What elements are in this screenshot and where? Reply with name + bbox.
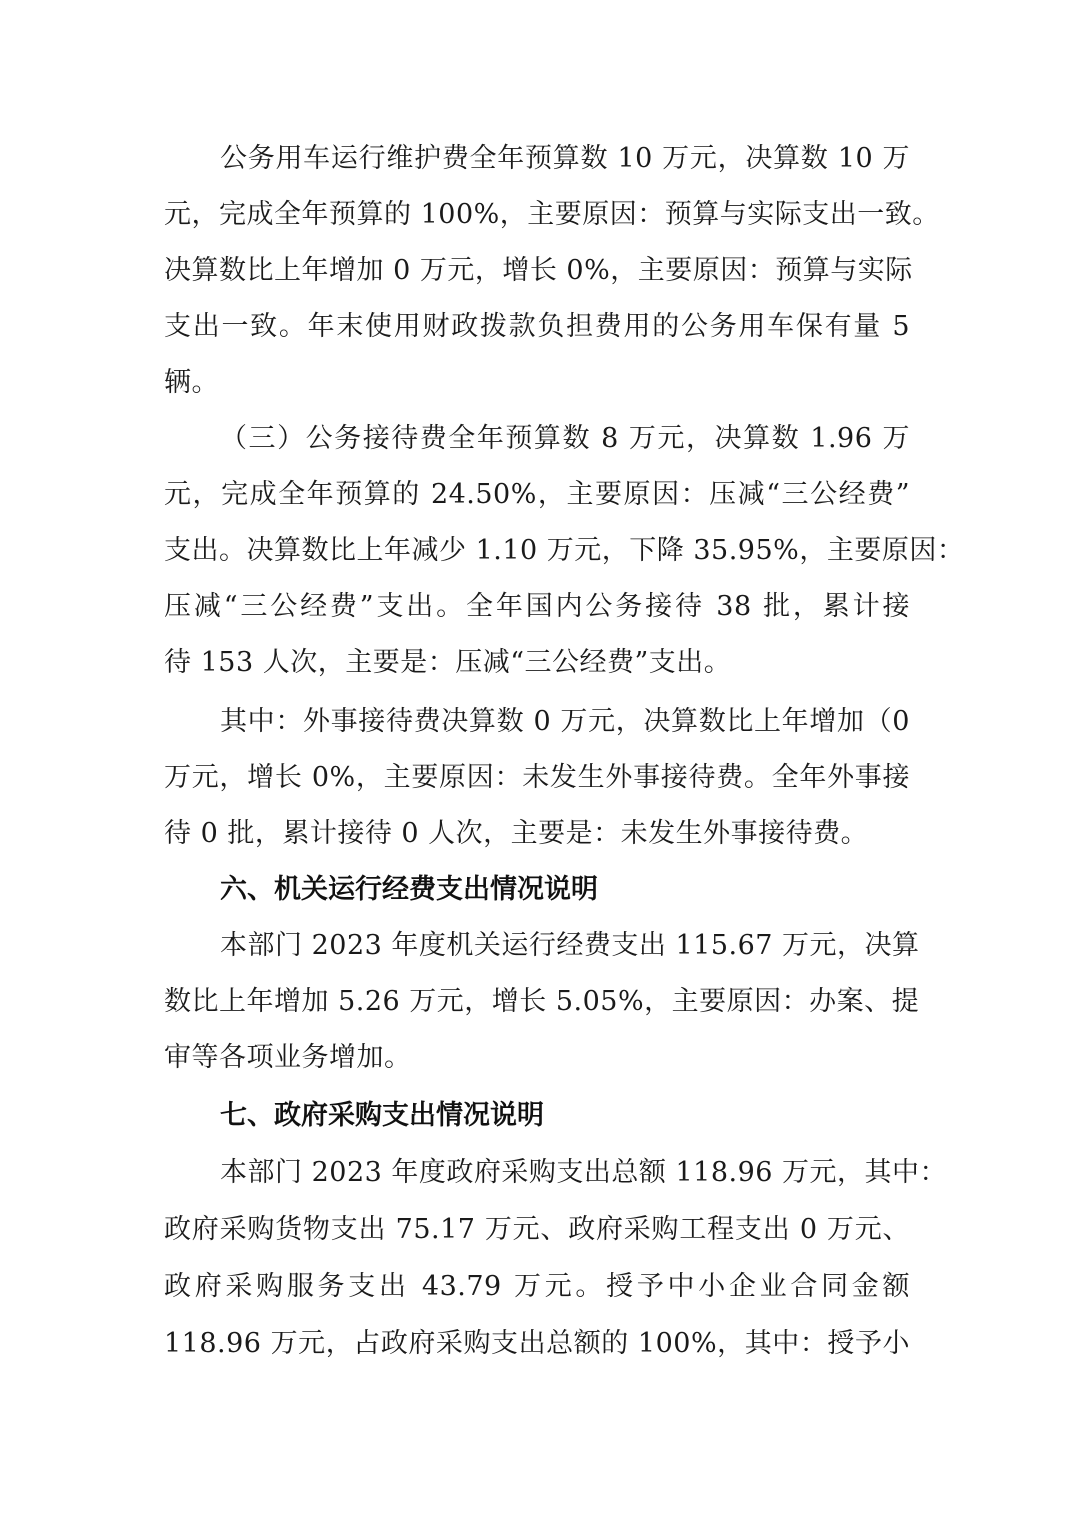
text-line: 待 153 人次，主要是：压减“三公经费”支出。 [164,647,732,678]
text-line: 公务用车运行维护费全年预算数 10 万元，决算数 10 万 [220,143,910,174]
text-line: 万元，增长 0%，主要原因：未发生外事接待费。全年外事接 [164,762,910,793]
text-line: 本部门 2023 年度机关运行经费支出 115.67 万元，决算 [220,930,920,961]
text-line: 辆。 [164,367,219,398]
text-line: （三）公务接待费全年预算数 8 万元，决算数 1.96 万 [220,423,910,454]
text-line: 本部门 2023 年度政府采购支出总额 118.96 万元，其中： [220,1157,948,1188]
text-line: 支出一致。年末使用财政拨款负担费用的公务用车保有量 5 [164,311,910,342]
section-heading: 七、政府采购支出情况说明 [220,1100,544,1131]
text-line: 其中：外事接待费决算数 0 万元，决算数比上年增加（0 [220,706,910,737]
text-line: 审等各项业务增加。 [164,1042,412,1073]
text-line: 决算数比上年增加 0 万元，增长 0%，主要原因：预算与实际 [164,255,913,286]
text-line: 支出。决算数比上年减少 1.10 万元，下降 35.95%，主要原因： [164,535,965,566]
text-line: 压减“三公经费”支出。全年国内公务接待 38 批，累计接 [164,591,910,622]
text-line: 政府采购服务支出 43.79 万元。授予中小企业合同金额 [164,1271,910,1302]
text-line: 政府采购货物支出 75.17 万元、政府采购工程支出 0 万元、 [164,1214,910,1245]
text-line: 待 0 批，累计接待 0 人次，主要是：未发生外事接待费。 [164,818,869,849]
text-line: 数比上年增加 5.26 万元，增长 5.05%，主要原因：办案、提 [164,986,920,1017]
text-line: 118.96 万元，占政府采购支出总额的 100%，其中：授予小 [164,1328,910,1359]
section-heading: 六、机关运行经费支出情况说明 [220,874,598,905]
text-line: 元，完成全年预算的 24.50%，主要原因：压减“三公经费” [164,479,910,510]
text-line: 元，完成全年预算的 100%，主要原因：预算与实际支出一致。 [164,199,940,230]
